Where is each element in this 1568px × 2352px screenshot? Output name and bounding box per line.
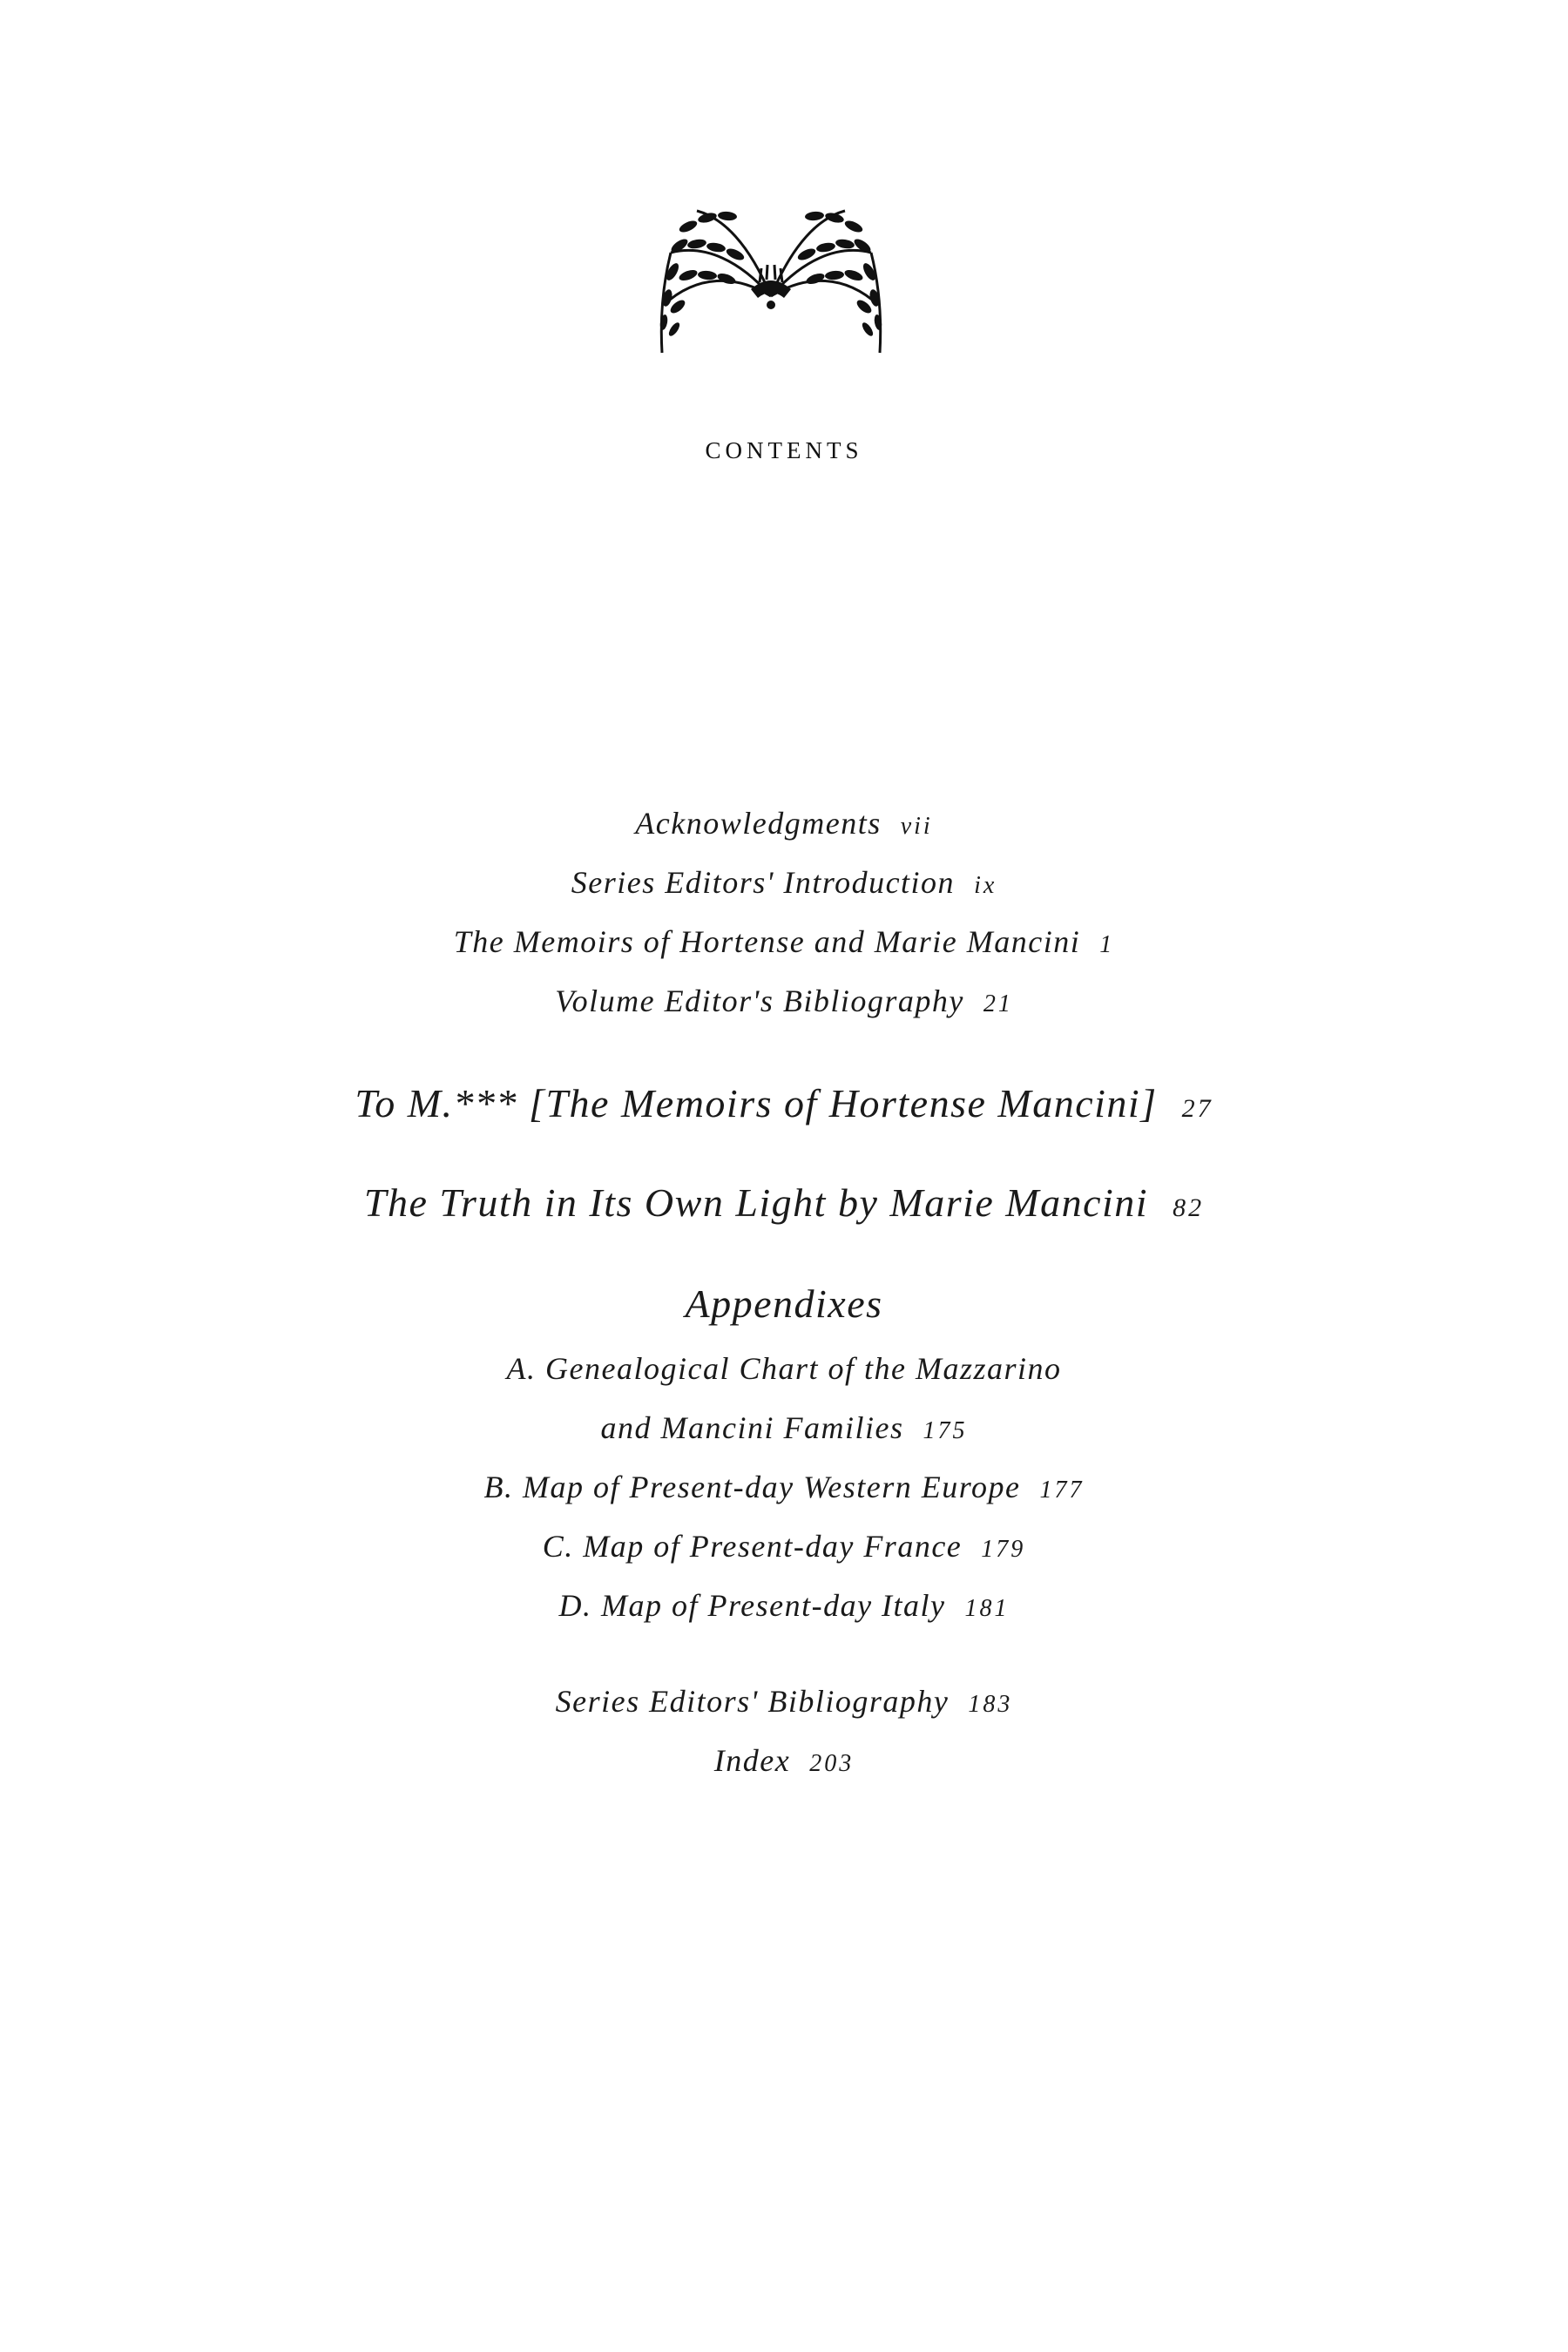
toc-entry [0, 1528, 1568, 1565]
toc-entry-title: Series Editors' Bibliography [555, 1684, 950, 1719]
toc-entry-page: 177 [1039, 1477, 1085, 1504]
toc-entry-page: 179 [981, 1536, 1026, 1563]
page-title: contents [705, 429, 863, 466]
toc-entry-page: 175 [923, 1417, 968, 1444]
toc-entry-page: vii [900, 813, 933, 840]
toc-entry-page: 1 [1099, 931, 1115, 958]
toc-entry-title: A. Genealogical Chart of the Mazzarino [506, 1351, 1062, 1386]
toc-entry [0, 1742, 1568, 1779]
toc-entry-page: 21 [983, 990, 1013, 1017]
toc-entry-page: 82 [1173, 1193, 1205, 1222]
toc-entry [0, 805, 1568, 841]
toc-entry-page: 183 [968, 1691, 1013, 1718]
toc-entry-title: Index [713, 1743, 791, 1778]
toc-entry [0, 864, 1568, 901]
appendixes-heading: Appendixes [685, 1281, 883, 1326]
toc-entry [0, 1409, 1568, 1446]
toc-entry [0, 1683, 1568, 1720]
toc-entry-title: The Truth in Its Own Light by Marie Mancini [363, 1180, 1149, 1225]
toc-entry [0, 1080, 1568, 1126]
toc-entry [0, 983, 1568, 1019]
toc-entry [0, 1350, 1568, 1387]
toc-entry-title: Acknowledgments [635, 806, 882, 841]
toc-entry-page: 203 [809, 1750, 855, 1777]
toc-entry [0, 923, 1568, 960]
toc-entry-title: B. Map of Present-day Western Europe [483, 1470, 1021, 1504]
toc-entry-title: C. Map of Present-day France [542, 1529, 963, 1564]
toc-entry-page: 181 [964, 1595, 1010, 1622]
toc-entry-title: The Memoirs of Hortense and Marie Mancini [453, 924, 1081, 959]
toc-entry-title: Volume Editor's Bibliography [555, 983, 964, 1018]
toc-entry-title: D. Map of Present-day Italy [558, 1588, 946, 1623]
toc-entry-title: Series Editors' Introduction [571, 865, 956, 900]
toc-entry-page: 27 [1181, 1094, 1213, 1123]
toc-entry [0, 1179, 1568, 1226]
toc-entry [0, 1469, 1568, 1505]
toc-entry [0, 1587, 1568, 1624]
toc-entry-page: ix [974, 872, 997, 899]
toc-entry-title: To M.*** [The Memoirs of Hortense Mancini] [355, 1081, 1158, 1125]
toc-entry-title: and Mancini Families [600, 1410, 904, 1445]
